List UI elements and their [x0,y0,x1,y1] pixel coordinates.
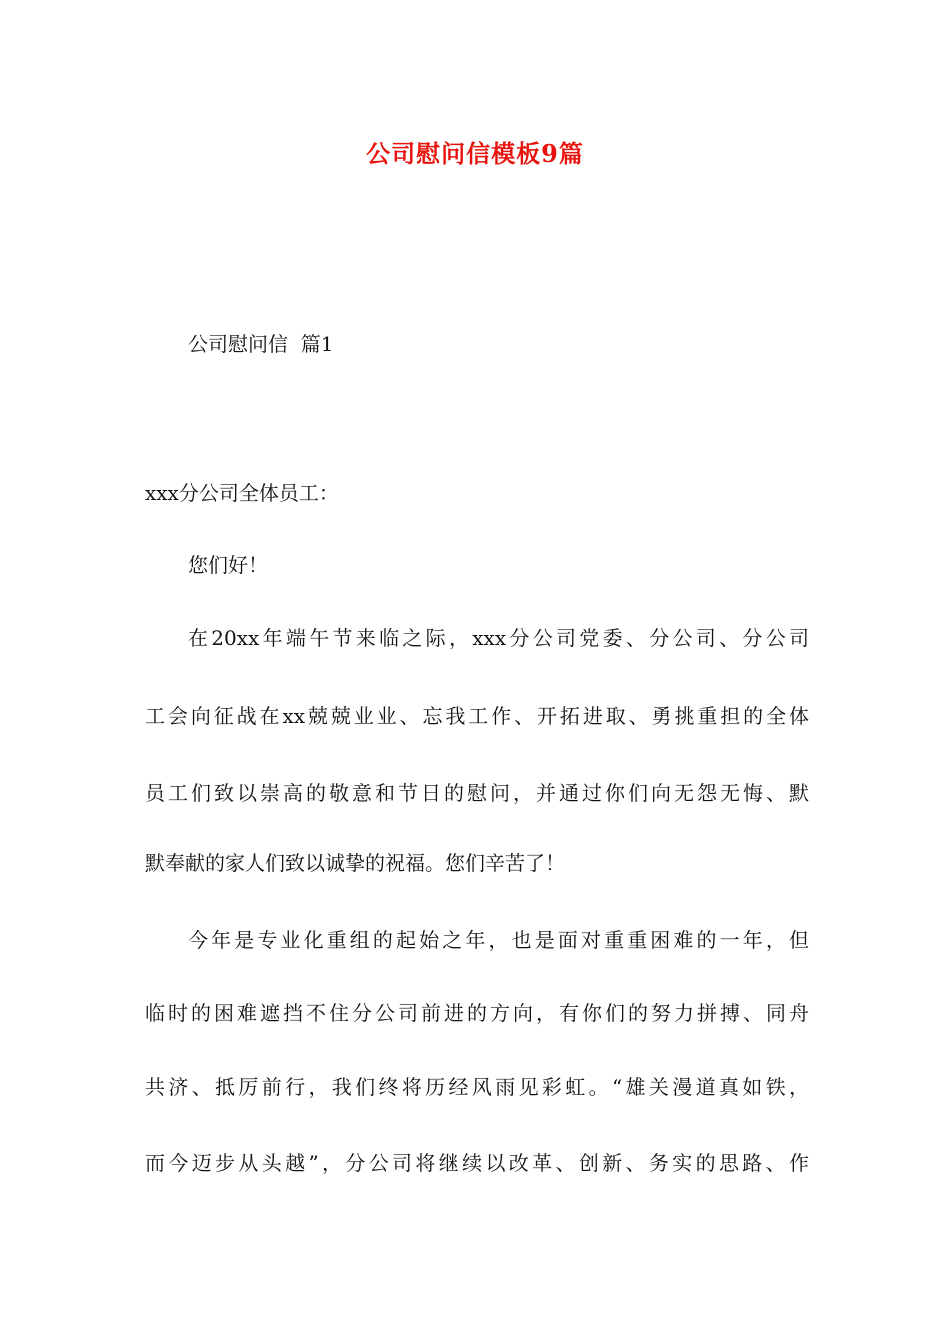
salutation: xxx分公司全体员工： [145,481,339,505]
paragraph-line: 今年是专业化重组的起始之年，也是面对重重困难的一年，但 [188,928,809,952]
paragraph-line: 工会向征战在xx兢兢业业、忘我工作、开拓进取、勇挑重担的全体 [145,704,809,728]
paragraph-line: 共济、抵厉前行，我们终将历经风雨见彩虹。“雄关漫道真如铁， [145,1075,809,1099]
document-title: 公司慰问信模板9篇 [366,139,584,168]
paragraph-line: 员工们致以崇高的敬意和节日的慰问，并通过你们向无怨无悔、默 [145,781,809,805]
paragraph-line: 而今迈步从头越”，分公司将继续以改革、创新、务实的思路、作 [145,1151,809,1175]
paragraph-line: 默奉献的家人们致以诚挚的祝福。您们辛苦了！ [145,851,565,875]
greeting: 您们好！ [188,553,268,577]
section-heading: 公司慰问信 篇1 [188,332,334,356]
paragraph-line: 在20xx年端午节来临之际，xxx分公司党委、分公司、分公司 [188,626,809,650]
paragraph-line: 临时的困难遮挡不住分公司前进的方向，有你们的努力拼搏、同舟 [145,1001,809,1025]
